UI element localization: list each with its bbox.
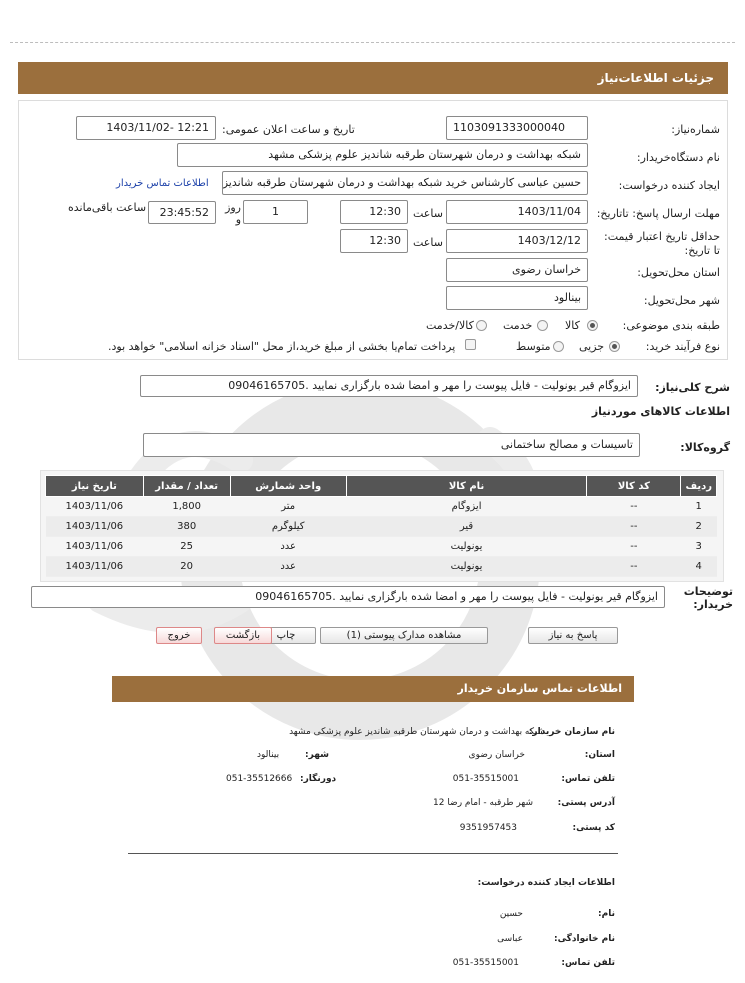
category-goods-label: کالا	[565, 319, 580, 332]
validity-time-field: 12:30	[340, 229, 408, 253]
row-unit: عدد	[230, 537, 346, 557]
province-field: خراسان رضوی	[446, 258, 588, 282]
row-qty: 25	[143, 537, 230, 557]
col-header-code: کد کالا	[587, 476, 681, 497]
contact-address-value: شهر طرقبه - امام رضا 12	[433, 798, 533, 808]
row-date: 1403/11/06	[46, 557, 144, 577]
attachments-button[interactable]: مشاهده مدارک پیوستی (1)	[320, 627, 488, 644]
contact-province-label: استان:	[584, 750, 615, 760]
col-header-name: نام کالا	[346, 476, 587, 497]
contact-postal-label: کد پستی:	[572, 823, 615, 833]
keywords-label: شرح کلی‌نیاز:	[655, 381, 730, 394]
buyer-notes-label: توضیحات خریدار:	[683, 585, 733, 611]
announce-date-field: 1403/11/02- 12:21	[76, 116, 216, 140]
row-name: قیر	[346, 517, 587, 537]
row-date: 1403/11/06	[46, 497, 144, 517]
category-both-label: کالا/خدمت	[426, 319, 474, 332]
category-service-label: خدمت	[503, 319, 533, 332]
goods-group-field: تاسیسات و مصالح ساختمانی	[143, 433, 640, 457]
keywords-field: ایزوگام قیر یونولیت - فایل پیوست را مهر و امضا شده بارگزاری نمایید .09046165705	[140, 375, 638, 397]
contact-city-value: بینالود	[257, 750, 280, 760]
back-button[interactable]: بازگشت	[214, 627, 272, 644]
contact-city-label: شهر:	[305, 750, 329, 760]
row-unit: عدد	[230, 557, 346, 577]
process-medium-radio[interactable]	[553, 341, 564, 352]
contact-separator	[128, 853, 618, 854]
contact-address-label: آدرس پستی:	[557, 798, 615, 808]
row-index: 3	[681, 537, 717, 557]
row-index: 2	[681, 517, 717, 537]
creator-label: ایجاد کننده درخواست:	[618, 179, 720, 192]
print-button[interactable]: چاپ	[256, 627, 316, 644]
buyer-org-label: نام دستگاه‌خریدار:	[636, 151, 720, 164]
remaining-label: ساعت باقی‌مانده	[68, 201, 147, 214]
province-label: استان محل‌تحویل:	[637, 266, 720, 279]
creator-name-value: حسین	[499, 909, 523, 919]
row-unit: کیلوگرم	[230, 517, 346, 537]
treasury-checkbox[interactable]	[465, 339, 476, 350]
contact-org-value: شبکه بهداشت و درمان شهرستان طرقبه شاندیز علوم پزشکی مشهد	[289, 727, 545, 737]
days-field: 1	[243, 200, 308, 224]
row-code: --	[587, 517, 681, 537]
creator-info-title: اطلاعات ایجاد کننده درخواست:	[477, 878, 615, 888]
contact-fax-value: 051-35512666	[226, 774, 293, 784]
buyer-notes-field: ایزوگام قیر یونولیت - فایل پیوست را مهر و امضا شده بارگزاری نمایید .09046165705	[31, 586, 665, 608]
deadline-time-label: ساعت	[413, 207, 443, 220]
section-header: جزئیات اطلاعات‌نیاز	[18, 62, 728, 94]
row-name: یونولیت	[346, 557, 587, 577]
process-label: نوع فرآیند خرید:	[645, 340, 720, 353]
col-header-qty: تعداد / مقدار	[143, 476, 230, 497]
process-medium-label: متوسط	[516, 340, 551, 353]
announce-label: تاریخ و ساعت اعلان عمومی:	[222, 123, 355, 136]
goods-info-title: اطلاعات کالاهای موردنیاز	[591, 405, 730, 418]
goods-group-label: گروه‌کالا:	[680, 441, 730, 454]
top-divider	[10, 42, 735, 43]
exit-button[interactable]: خروج	[156, 627, 202, 644]
row-qty: 380	[143, 517, 230, 537]
row-code: --	[587, 557, 681, 577]
category-goods-radio[interactable]	[587, 320, 598, 331]
row-unit: متر	[230, 497, 346, 517]
row-qty: 20	[143, 557, 230, 577]
contact-info-link[interactable]: اطلاعات تماس خریدار	[116, 178, 209, 189]
contact-phone-label: تلفن تماس:	[561, 774, 615, 784]
row-index: 4	[681, 557, 717, 577]
buyer-org-field: شبکه بهداشت و درمان شهرستان طرقبه شاندیز علوم پزشکی مشهد	[177, 143, 588, 167]
creator-field: حسین عباسی کارشناس خرید شبکه بهداشت و درمان شهرستان طرقبه شاندیز	[222, 171, 588, 195]
days-label: روز و	[225, 201, 241, 226]
table-row	[46, 517, 717, 537]
validity-date-field: 1403/12/12	[446, 229, 588, 253]
creator-lastname-label: نام خانوادگی:	[553, 934, 615, 944]
row-index: 1	[681, 497, 717, 517]
creator-phone-label: تلفن تماس:	[561, 958, 615, 968]
process-minor-label: جزیی	[579, 340, 605, 353]
table-row	[46, 537, 717, 557]
row-qty: 1,800	[143, 497, 230, 517]
table-row	[46, 557, 717, 577]
creator-phone-value: 051-35515001	[452, 958, 519, 968]
row-date: 1403/11/06	[46, 517, 144, 537]
need-number-label: شماره‌نیاز:	[671, 123, 720, 136]
contact-org-label: نام سازمان خریدار:	[528, 727, 615, 737]
row-code: --	[587, 497, 681, 517]
contact-fax-label: دورنگار:	[300, 774, 337, 784]
category-both-radio[interactable]	[476, 320, 487, 331]
remaining-time-field: 23:45:52	[148, 201, 216, 224]
contact-province-value: خراسان رضوی	[468, 750, 525, 760]
col-header-unit: واحد شمارش	[230, 476, 346, 497]
goods-table	[45, 475, 717, 577]
category-service-radio[interactable]	[537, 320, 548, 331]
contact-phone-value: 051-35515001	[452, 774, 519, 784]
row-name: یونولیت	[346, 537, 587, 557]
creator-lastname-value: عباسی	[497, 934, 523, 944]
deadline-label: مهلت ارسال پاسخ: تاتاریخ:	[596, 207, 720, 220]
contact-header: اطلاعات تماس سازمان خریدار	[112, 676, 634, 702]
col-header-date: تاریخ نیاز	[46, 476, 144, 497]
deadline-time-field: 12:30	[340, 200, 408, 224]
city-label: شهر محل‌تحویل:	[643, 294, 720, 307]
process-minor-radio[interactable]	[609, 341, 620, 352]
row-code: --	[587, 537, 681, 557]
reply-button[interactable]: پاسخ به نیاز	[528, 627, 618, 644]
contact-postal-value: 9351957453	[459, 823, 517, 833]
validity-time-label: ساعت	[413, 236, 443, 249]
row-date: 1403/11/06	[46, 537, 144, 557]
row-name: ایزوگام	[346, 497, 587, 517]
col-header-row: ردیف	[681, 476, 717, 497]
need-number-field: 1103091333000040	[446, 116, 588, 140]
treasury-note: پرداخت تمام‌یا بخشی از مبلغ خرید،از محل "اسناد خزانه اسلامی" خواهد بود.	[108, 340, 456, 353]
deadline-date-field: 1403/11/04	[446, 200, 588, 224]
creator-name-label: نام:	[598, 909, 615, 919]
category-label: طبقه بندی موضوعی:	[622, 319, 720, 332]
city-field: بینالود	[446, 286, 588, 310]
table-row	[46, 497, 717, 517]
validity-label: حداقل تاریخ اعتبار قیمت: تا تاریخ:	[604, 230, 720, 257]
